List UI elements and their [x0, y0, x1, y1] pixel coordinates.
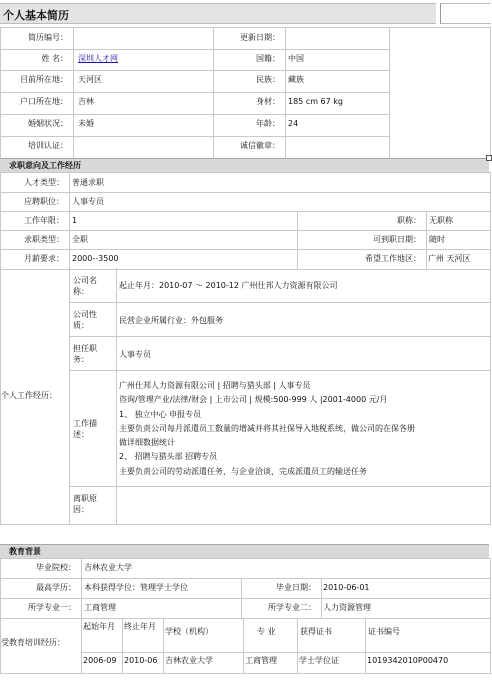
position-value: 人事专员 [72, 197, 104, 206]
resume-no-label: 简历编号： [28, 33, 68, 42]
desc-line: 广州仕邦人力资源有限公司 | 招聘与猎头部 | 人事专员 [119, 381, 311, 390]
jobtype-value: 全职 [72, 235, 88, 244]
credit-label: 诚信徽章： [240, 141, 280, 150]
updated-label: 更新日期： [240, 33, 280, 42]
desc-block [119, 379, 487, 479]
area-value: 广州 天河区 [428, 254, 471, 263]
nature-value: 民营企业所属行业：外包服务 [119, 316, 223, 325]
position-label: 应聘职位： [24, 197, 64, 206]
name-label: 姓 名： [41, 54, 68, 63]
col-major: 专 业 [257, 627, 276, 636]
company-value: 起止年月：2010-07 ～ 2010-12 广州仕邦人力资源有限公司 [119, 281, 338, 290]
cert-label: 培训认证： [28, 141, 68, 150]
area-label: 希望工作地区： [365, 254, 421, 263]
col-end: 终止年月 [124, 622, 156, 631]
name-value-link[interactable]: 深圳人才网 [78, 54, 118, 63]
hukou-label: 户口所在地： [20, 97, 68, 106]
years-label: 工作年限： [24, 216, 64, 225]
salary-label: 月薪要求： [24, 254, 64, 263]
start-value: 随时 [429, 235, 445, 244]
degree-value: 本科获得学位：管理学士学位 [84, 583, 188, 592]
location-label: 目前所在地： [20, 75, 68, 84]
training-label: 受教育培训经历： [1, 638, 65, 647]
years-value: 1 [72, 216, 78, 225]
edu-school-cell: 吉林农业大学 [165, 656, 213, 665]
start-label: 可到职日期： [373, 235, 421, 244]
education-section-bar [0, 544, 489, 559]
desc-line: 2、 招聘与猎头部 招聘专员 [119, 452, 218, 462]
school-value: 吉林农业大学 [84, 563, 132, 572]
title-label: 职称： [397, 216, 421, 225]
basic-info-table [0, 27, 491, 159]
age-label: 年龄： [256, 119, 280, 128]
major1-label: 所学专业一： [28, 603, 76, 612]
desc-line: 咨询/管理产业/法律/财会 | 上市公司 | 规模:500-999 人 |2001-4000 元/月 [119, 395, 388, 405]
type-value: 普通求职 [72, 178, 104, 187]
edu-cert-cell: 学士学位证 [299, 656, 339, 665]
col-cert: 获得证书 [300, 627, 332, 636]
desc-line: 1、 独立中心 申报专员 [119, 409, 202, 419]
desc-line: 主要负责公司的劳动派遣任务，与企业洽谈，完成派遣员工的输送任务 [119, 466, 367, 476]
role-value: 人事专员 [119, 350, 151, 359]
col-school: 学校（机构） [165, 627, 213, 636]
degree-label: 最高学历： [36, 583, 76, 592]
company-label: 公司名称： [73, 276, 97, 296]
desc-label: 工作描述： [73, 419, 97, 439]
type-label: 人才类型： [24, 178, 64, 187]
experience-row-label: 个人工作经历： [1, 391, 57, 400]
intent-section-title: 求职意向及工作经历 [9, 161, 81, 170]
desc-line: 主要负责公司每月派遣员工数量的增减并将其社保导入地税系统，做公司的在保各册 [119, 423, 415, 433]
edu-cert-no-cell: 1019342010P00470 [367, 656, 449, 665]
nationality-value: 中国 [288, 54, 304, 63]
col-cert-no: 证书编号 [368, 627, 400, 636]
jobtype-label: 求职类型： [24, 235, 64, 244]
title-right-gap [440, 3, 491, 24]
edu-start-cell: 2006-09 [83, 656, 117, 665]
marital-label: 婚姻状况： [28, 119, 68, 128]
school-label: 毕业院校： [36, 563, 76, 572]
nationality-label: 国籍： [256, 54, 280, 63]
hukou-value: 吉林 [78, 97, 94, 106]
location-value: 天河区 [78, 75, 102, 84]
ethnicity-label: 民族： [256, 75, 280, 84]
body-label: 身材： [256, 97, 280, 106]
grad-value: 2010-06-01 [323, 583, 370, 592]
leave-label: 离职原因： [73, 494, 97, 514]
desc-line: 做详细数据统计 [119, 438, 175, 448]
nature-label: 公司性质： [73, 310, 97, 330]
body-value: 185 cm 67 kg [288, 97, 343, 106]
edu-end-cell: 2010-06 [124, 656, 158, 665]
salary-value: 2000--3500 [72, 254, 119, 263]
right-resize-mark [486, 155, 492, 161]
edu-major-cell: 工商管理 [245, 656, 277, 665]
grad-label: 毕业日期： [276, 583, 316, 592]
role-label: 担任职务： [73, 344, 97, 364]
major2-value: 人力资源管理 [323, 603, 371, 612]
education-section-title: 教育背景 [9, 547, 41, 556]
resume-title: 个人基本简历 [3, 9, 69, 22]
age-value: 24 [288, 119, 299, 128]
major1-value: 工商管理 [84, 603, 116, 612]
ethnicity-value: 藏族 [288, 75, 304, 84]
major2-label: 所学专业二： [268, 603, 316, 612]
col-start: 起始年月 [83, 622, 115, 631]
marital-value: 未婚 [78, 119, 94, 128]
title-value: 无职称 [429, 216, 453, 225]
